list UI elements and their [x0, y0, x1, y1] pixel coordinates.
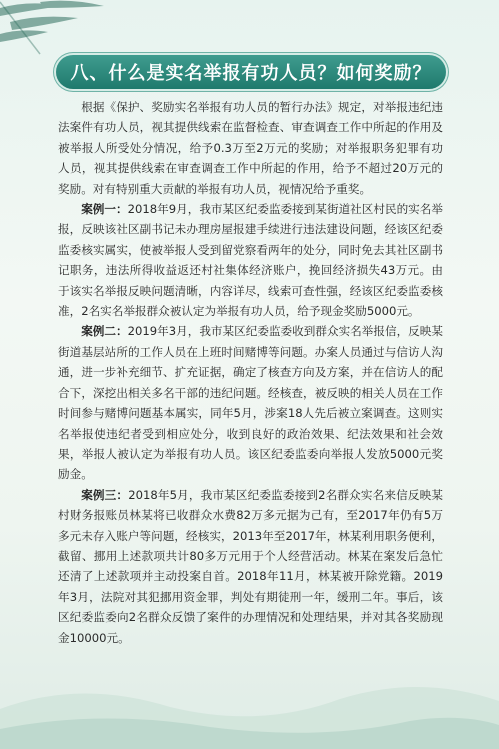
case-three-text: 2018年5月，我市某区纪委监委接到2名群众实名来信反映某村财务报账员林某将已收群众水费82万多元据为己有，至2017年仍有5万多元未存入账户等问题，经核实，2013年至2017年，林某利用职务便利，截留、挪用上述款项共计80多万元用于个人经营活动。林某在案发后急忙还清了上述款项并主动投案自首。2018年11月，林某被开除党籍。2019年3月，法院对其犯挪用资金罪，判处有期徒刑一年，缓刑二年。事后，该区纪委监委向2名群众反馈了案件的办理情况和处理结果，并对其各奖励现金10000元。 [58, 487, 443, 645]
paragraph-text: 根据《保护、奖励实名举报有功人员的暂行办法》规定，对举报违纪违法案件有功人员，视其提供线索在监督检查、审查调查工作中所起的作用及被举报人所受处分情况，给予0.3万至2万元的奖励；对举报职务犯罪有功人员，视其提供线索在审查调查工作中所起的作用，给予不超过20万元的奖励。对有特别重大贡献的举报有功人员，视情况给予重奖。 [58, 100, 443, 196]
case-two-paragraph [58, 321, 443, 484]
bamboo-leaves-decoration [0, 0, 120, 60]
case-three-label: 案例三： [81, 487, 129, 502]
section-title-banner [56, 55, 446, 89]
case-one-label: 案例一： [81, 202, 128, 217]
case-two-text: 2019年3月，我市某区纪委监委收到群众实名举报信，反映某街道基层站所的工作人员在上班时间赌博等问题。办案人员通过与信访人沟通，进一步补充细节、扩充证据，确定了核查方向及方案，并在信访人的配合下，深挖出相关多名干部的违纪问题。经核查，被反映的相关人员在工作时间参与赌博问题基本属实，同年5月，涉案18人先后被立案调查。这则实名举报使违纪者受到相应处分，收到良好的政治效果、纪法效果和社会效果，举报人被认定为举报有功人员。该区纪委监委向举报人发放5000元奖励金。 [58, 324, 443, 482]
case-two-label: 案例二： [81, 324, 128, 339]
case-three-paragraph [58, 485, 443, 648]
case-one-paragraph [58, 199, 443, 321]
case-one-text: 2018年9月，我市某区纪委监委接到某街道社区村民的实名举报，反映该社区副书记未办理房屋报建手续进行违法建设问题，经该区纪委监委核实属实，使被举报人受到留党察看两年的处分，同时免去其社区副书记职务，违法所得收益返还村社集体经济账户，挽回经济损失43万元。由于该实名举报反映问题清晰，内容详尽，线索可查性强，经该区纪委监委核准，2名实名举报群众被认定为举报有功人员，给予现金奖励5000元。 [58, 202, 443, 319]
section-title: 八、什么是实名举报有功人员？如何奖励？ [70, 63, 432, 84]
intro-paragraph [58, 97, 443, 199]
article-body [58, 97, 443, 648]
